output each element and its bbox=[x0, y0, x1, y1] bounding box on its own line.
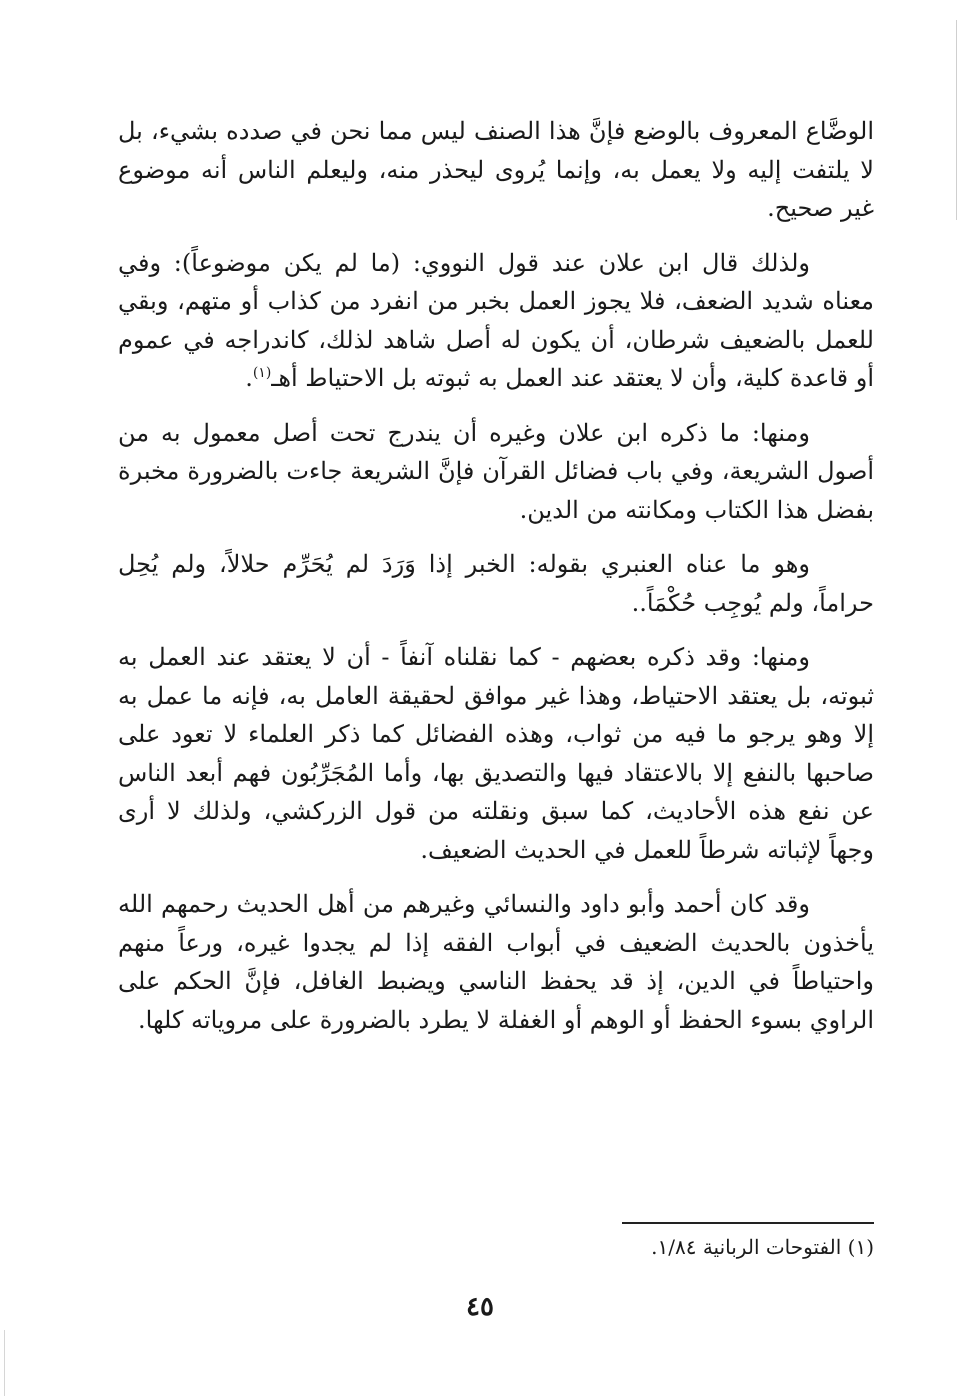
footnote-reference[interactable]: (١) bbox=[252, 365, 272, 381]
paragraph-2-text: ولذلك قال ابن علان عند قول النووي: (ما لم يكن موضوعاً): وفي معناه شديد الضعف، فلا يجوز العمل بخبر من انفرد من كذاب أو متهم، وبقي للعمل بالضعيف شرطان، أن يكون له أصل شاهد لذلك، كاندراجه في عموم أو قاعدة كلية، وأن لا يعتقد عند العمل به ثبوته بل الاحتياط أهـ bbox=[118, 248, 874, 392]
scan-edge-line-bottom bbox=[4, 1330, 5, 1396]
paragraph-3: ومنها: ما ذكره ابن علان وغيره أن يندرج تحت أصل معمول به من أصول الشريعة، وفي باب فضائل القرآن فإنَّ الشريعة جاءت بالضرورة مخبرة بفضل هذا الكتاب ومكانته من الدين. bbox=[118, 418, 874, 524]
main-text bbox=[118, 112, 874, 1055]
footnote-separator bbox=[622, 1222, 874, 1224]
paragraph-6: وقد كان أحمد وأبو داود والنسائي وغيرهم من أهل الحديث رحمهم الله يأخذون بالحديث الضعيف في أبواب الفقه إذا لم يجدوا غيره، ورعاً منهم واحتياطاً في الدين، إذ قد يحفظ الناسي ويضبط الغافل، فإنَّ الحكم على الراوي بسوء الحفظ أو الوهم أو الغفلة لا يطرد بالضرورة على مروياته كلها. bbox=[118, 890, 875, 1034]
page-number: ٤٥ bbox=[466, 1292, 494, 1322]
scan-edge-line bbox=[956, 20, 957, 220]
paragraph-2: ولذلك قال ابن علان عند قول النووي: (ما لم يكن موضوعاً): وفي معناه شديد الضعف، فلا يجوز العمل بخبر من انفرد من كذاب أو متهم، وبقي للعمل بالضعيف شرطان، أن يكون له أصل شاهد لذلك، كاندراجه في عموم أو قاعدة كلية، وأن لا يعتقد عند العمل به ثبوته بل الاحتياط أهـ$^{(١)}$. bbox=[118, 248, 874, 392]
paragraph-1: الوضَّاع المعروف بالوضع فإنَّ هذا الصنف ليس مما نحن في صدده بشيء، بل لا يلتفت إليه ولا يعمل به، وإنما يُروى ليحذر منه، وليعلم الناس أنه موضوع غير صحيح. bbox=[118, 117, 874, 222]
paragraph-5: ومنها: وقد ذكره بعضهم - كما نقلناه آنفاً - أن لا يعتقد عند العمل به ثبوته، بل يعتقد الاحتياط، وهذا غير موافق لحقيقة العامل به، فإنه ما عمل به إلا وهو يرجو ما فيه من ثواب، وهذه الفضائل كما ذكر العلماء لا تعود على صاحبها بالنفع إلا بالاعتقاد فيها والتصديق بها، وأما المُجَرِّبُون فهم أبعد الناس عن نفع هذه الأحاديث، كما سبق ونقلته من قول الزركشي، ولذلك لا أرى وجهاً لإثباته شرطاً للعمل في الحديث الضعيف. bbox=[118, 643, 875, 864]
footnote: (١) الفتوحات الربانية ١/٨٤. bbox=[651, 1235, 874, 1259]
paragraph-4: وهو ما عناه العنبري بقوله: الخبر إذا وَرَدَ لم يُحَرِّم حلالاً، ولم يُحِل حراماً، ولم يُوجِب حُكْمَاً.. bbox=[118, 550, 874, 617]
